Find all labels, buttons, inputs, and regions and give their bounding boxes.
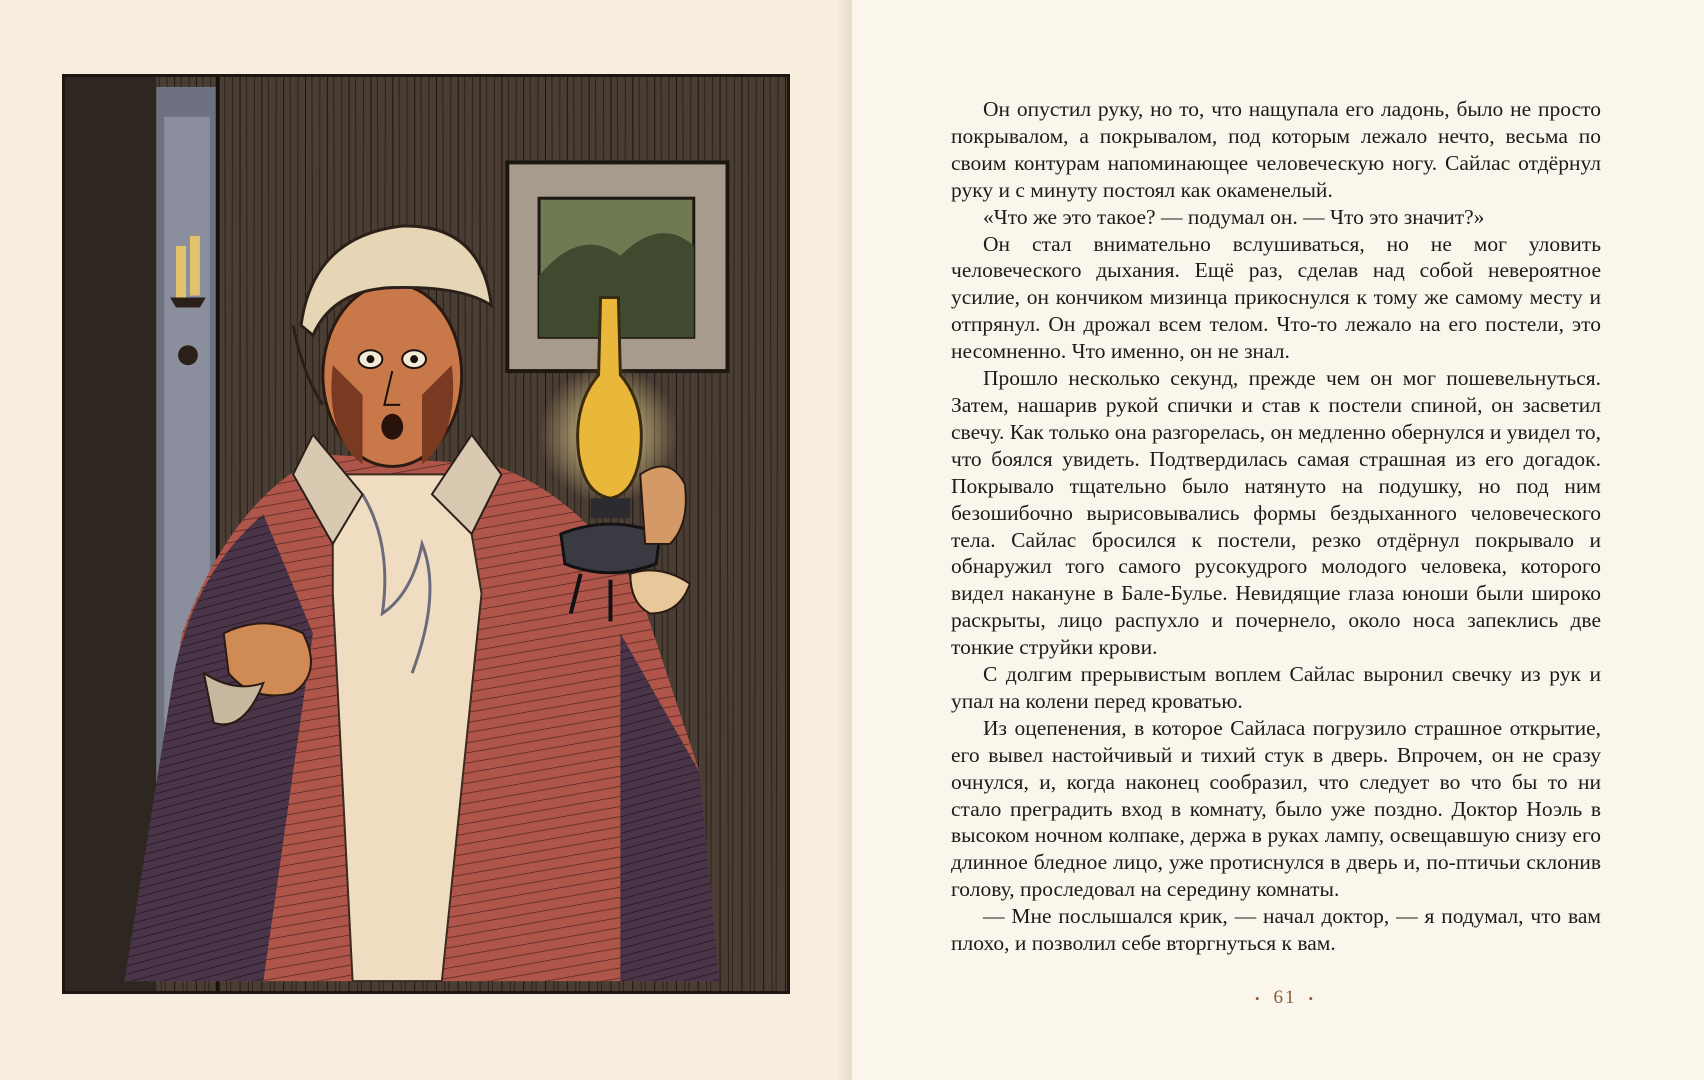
paragraph: Он стал внимательно вслушиваться, но не мог уловить человеческого дыхания. Ещё раз, сделав над собой невероятное усилие, он кончиком мизинца прикоснулся к тому же самому месту и отпрянул. Он дрожал всем телом. Что-то лежало на его постели, это несомненно. Что именно, он не знал. [951, 231, 1601, 364]
illustration [62, 74, 790, 994]
page-number-marker-left: • [1254, 990, 1262, 1006]
page-number-marker-right: • [1308, 990, 1316, 1006]
paragraph: «Что же это такое? — подумал он. — Что это значит?» [983, 204, 1485, 229]
paragraph: С долгим прерывистым воплем Сайлас выронил свечку из рук и упал на колени перед кроватью. [951, 662, 1601, 713]
page-number-value: 61 [1273, 987, 1297, 1008]
page-number [1205, 987, 1365, 1009]
body-text [951, 96, 1601, 957]
paragraph: Он опустил руку, но то, что нащупала его ладонь, было не просто покрывалом, а покрывалом, под которым лежало нечто, весьма по своим контурам напоминающее человеческую ногу. Сайлас отдёрнул руку и с минуту постоял как окаменелый. [951, 97, 1601, 202]
paragraph: Прошло несколько секунд, прежде чем он мог пошевельнуться. Затем, нашарив рукой спички и став к постели спиной, он засветил свечу. Как только она разгорелась, он медленно обернулся и увидел то, что боялся увидеть. Подтвердилась самая страшная из его догадок. Покрывало тщательно было натянуто на подушку, но под ним безошибочно вырисовывались формы бездыханного человеческого тела. Сайлас бросился к постели, резко отдёрнул покрывало и обнаружил того самого русокудрого молодого человека, которого видел накануне в Бале-Булье. Невидящие глаза юноши были широко раскрыты, лицо распухло и почернело, около носа запеклись две тонкие струйки крови. [951, 366, 1601, 660]
paragraph: — Мне послышался крик, — начал доктор, — я подумал, что вам плохо, и позволил себе вторгнуться к вам. [951, 904, 1601, 956]
paragraph: Из оцепенения, в которое Сайласа погрузило страшное открытие, его вывел настойчивый и тихий стук в дверь. Впрочем, он не сразу очнулся, и, когда наконец сообразил, что следует во что бы то ни стало преградить вход в комнату, было уже поздно. Доктор Ноэль в высоком ночном колпаке, держа в руках лампу, освещавшую снизу его длинное бледное лицо, уже протиснулся в дверь и, по-птичьи склонив голову, проследовал на середину комнаты. [951, 715, 1601, 902]
illustration-drawing [65, 77, 787, 991]
